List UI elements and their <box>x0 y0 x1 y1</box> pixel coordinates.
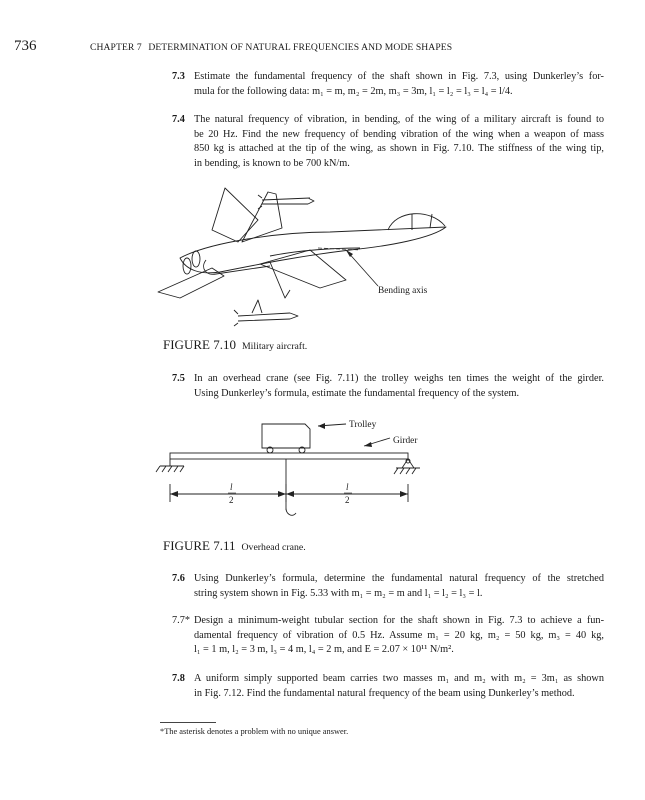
problem-7-5 <box>172 372 604 401</box>
military-aircraft-figure <box>150 180 450 330</box>
problem-line: be 20 Hz. Find the new frequency of bending vibration of the wing when a weapon of mass <box>194 128 604 140</box>
problem-line: Using Dunkerley’s formula, estimate the fundamental frequency of the system. <box>194 387 520 399</box>
engine-intake <box>204 260 270 274</box>
problem-number: 7.5 <box>172 373 185 384</box>
problem-line: damental frequency of vibration of 0.5 Hz. Assume m₁ = 20 kg, m₂ = 50 kg, m₃ = 40 kg, <box>194 629 604 641</box>
problem-7-6 <box>172 572 604 601</box>
upper-wing <box>212 188 258 242</box>
problem-7-4 <box>172 113 604 171</box>
dim-numerator-left: l <box>230 482 233 492</box>
chapter-title: DETERMINATION OF NATURAL FREQUENCIES AND MODE SHAPES <box>148 42 453 53</box>
problem-number: 7.3 <box>172 71 185 82</box>
overhead-crane-figure <box>150 410 440 530</box>
problem-7-8 <box>172 672 604 701</box>
problem-line: Using Dunkerley’s formula, determine the fundamental natural frequency of the stretched <box>194 573 604 584</box>
girder <box>170 453 408 459</box>
upper-missile <box>258 195 314 209</box>
problem-line: mula for the following data: m₁ = m, m₂ = 2m, m₃ = 3m, l₁ = l₂ = l₃ = l₄ = l/4. <box>194 85 513 97</box>
bending-axis-label: Bending axis <box>378 286 428 296</box>
lower-missile <box>234 310 298 326</box>
problem-7-7 <box>172 614 604 658</box>
figure-7-10-caption <box>163 337 307 353</box>
problem-line: A uniform simply supported beam carries two masses m₁ and m₂ with m₂ = 3m₁ as shown <box>194 673 604 684</box>
problem-7-3 <box>172 70 604 99</box>
problem-line: in bending, is known to be 700 kN/m. <box>194 157 350 169</box>
dim-numerator-right: l <box>346 482 349 492</box>
problem-line: The natural frequency of vibration, in bending, of the wing of a military aircraft is found to <box>194 114 604 125</box>
problem-number: 7.8 <box>172 673 185 684</box>
figure-caption-text: Military aircraft. <box>241 341 308 352</box>
problem-line: l₁ = 1 m, l₂ = 3 m, l₃ = 4 m, l₄ = 2 m, and E = 2.07 × 10¹¹ N/m². <box>194 644 454 656</box>
problem-line: Estimate the fundamental frequency of the shaft shown in Fig. 7.3, using Dunkerley’s for- <box>194 71 604 82</box>
problem-line: 850 kg is attached at the tip of the wing, as shown in Fig. 7.10. The stiffness of the wing tip, <box>194 143 604 155</box>
dim-denominator-right: 2 <box>345 495 350 505</box>
page-number: 736 <box>14 38 37 54</box>
problem-line: In an overhead crane (see Fig. 7.11) the trolley weighs ten times the weight of the girder. <box>194 373 604 384</box>
problem-line: string system shown in Fig. 5.33 with m₁ = m₂ = m and l₁ = l₂ = l₃ = l. <box>194 587 483 599</box>
figure-label: FIGURE 7.11 <box>163 538 236 553</box>
running-header <box>90 42 452 53</box>
figure-label: FIGURE 7.10 <box>163 337 236 352</box>
figure-7-11-caption <box>163 538 306 554</box>
hook-icon <box>286 508 296 515</box>
footnote-rule <box>160 722 216 723</box>
exhaust-nozzle <box>183 258 191 274</box>
problem-number: 7.7* <box>172 615 191 626</box>
problem-number: 7.4 <box>172 114 185 125</box>
trolley <box>262 424 310 448</box>
figure-caption-text: Overhead crane. <box>241 542 306 553</box>
footnote: *The asterisk denotes a problem with no unique answer. <box>160 727 349 736</box>
trolley-label: Trolley <box>349 420 377 430</box>
problem-number: 7.6 <box>172 573 185 584</box>
problem-line: Design a minimum-weight tubular section for the shaft shown in Fig. 7.3 to achieve a fun- <box>194 615 604 626</box>
left-support <box>160 459 184 466</box>
dim-denominator-left: 2 <box>229 495 234 505</box>
right-support <box>402 459 414 468</box>
problem-line: in Fig. 7.12. Find the fundamental natural frequency of the beam using Dunkerley’s method. <box>194 687 575 699</box>
chapter-label: CHAPTER 7 <box>90 42 142 53</box>
girder-label: Girder <box>393 436 418 446</box>
